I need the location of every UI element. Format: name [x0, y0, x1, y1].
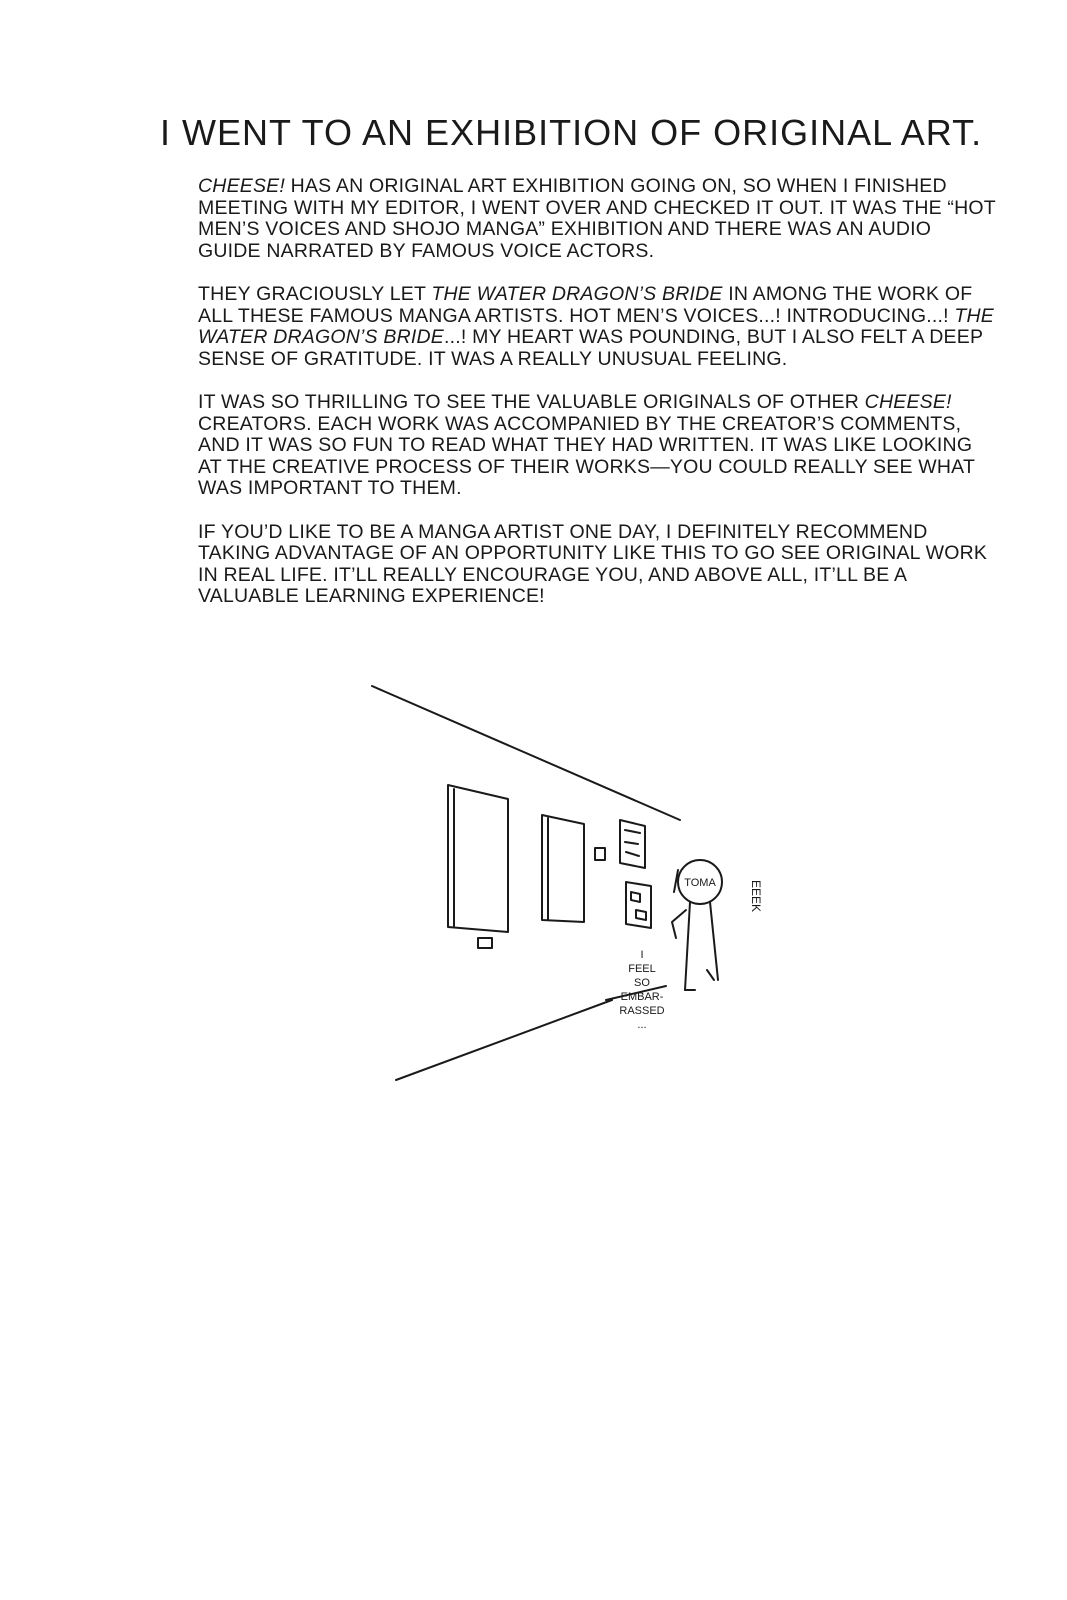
svg-text:RASSED: RASSED — [619, 1005, 665, 1017]
toma-body — [685, 902, 718, 990]
magazine-name: CHEESE! — [864, 391, 952, 413]
series-title: THE WATER DRAGON’S BRIDE — [431, 283, 723, 305]
eeek-sfx: EEEK — [749, 880, 763, 913]
exhibition-illustration — [360, 670, 780, 1090]
wall-top-line — [372, 686, 680, 820]
paragraph-4: IF YOU’D LIKE TO BE A MANGA ARTIST ONE DAY, I DEFINITELY RECOMMEND TAKING ADVANTAGE OF AN OPPORTUNITY LIKE THIS TO GO SEE ORIGINAL WORK IN REAL LIFE. IT’LL REALLY ENCOURAGE YOU, AND ABOVE ALL, IT’LL BE A VALUABLE LEARNING EXPERIENCE! — [198, 520, 988, 607]
gallery-sketch — [360, 670, 780, 1090]
essay-body — [198, 176, 998, 630]
svg-text:SO: SO — [634, 977, 650, 989]
toma-arm — [672, 910, 686, 938]
large-frame — [448, 785, 508, 932]
embarrassed-caption — [619, 949, 664, 1031]
svg-text:I: I — [640, 949, 644, 961]
page-title: I WENT TO AN EXHIBITION OF ORIGINAL ART. — [160, 112, 983, 153]
magazine-name: CHEESE! — [198, 175, 286, 197]
series-title: THE WATER DRAGON’S BRIDE — [198, 304, 994, 348]
caption-tag — [478, 938, 492, 948]
svg-text:...: ... — [637, 1019, 647, 1031]
toma-label: TOMA — [684, 877, 716, 889]
paragraph-1: CHEESE! HAS AN ORIGINAL ART EXHIBITION GOING ON, SO WHEN I FINISHED MEETING WITH MY EDITOR, I WENT OVER AND CHECKED IT OUT. IT WAS THE “HOT MEN’S VOICES AND SHOJO MANGA” EXHIBITION AND THERE WAS AN AUDIO GUIDE NARRATED BY FAMOUS VOICE ACTORS. — [198, 175, 996, 262]
caption-tag — [595, 848, 605, 860]
small-frame-2 — [626, 882, 651, 928]
paragraph-2: THEY GRACIOUSLY LET THE WATER DRAGON’S BRIDE IN AMONG THE WORK OF ALL THESE FAMOUS MANGA ARTISTS. HOT MEN’S VOICES...! INTRODUCING...! THE WATER DRAGON’S BRIDE...! MY HEART WAS POUNDING, BUT I ALSO FELT A DEEP SENSE OF GRATITUDE. IT WAS A REALLY UNUSUAL FEELING. — [198, 283, 994, 370]
svg-text:EMBAR-: EMBAR- — [620, 991, 664, 1003]
svg-text:FEEL: FEEL — [628, 963, 656, 975]
paragraph-3: IT WAS SO THRILLING TO SEE THE VALUABLE ORIGINALS OF OTHER CHEESE! CREATORS. EACH WORK WAS ACCOMPANIED BY THE CREATOR’S COMMENTS, AND IT WAS SO FUN TO READ WHAT THEY HAD WRITTEN. IT WAS LIKE LOOKING AT THE CREATIVE PROCESS OF THEIR WORKS—YOU COULD REALLY SEE WHAT WAS IMPORTANT TO THEM. — [198, 391, 975, 499]
wall-bottom-line — [396, 1000, 612, 1080]
